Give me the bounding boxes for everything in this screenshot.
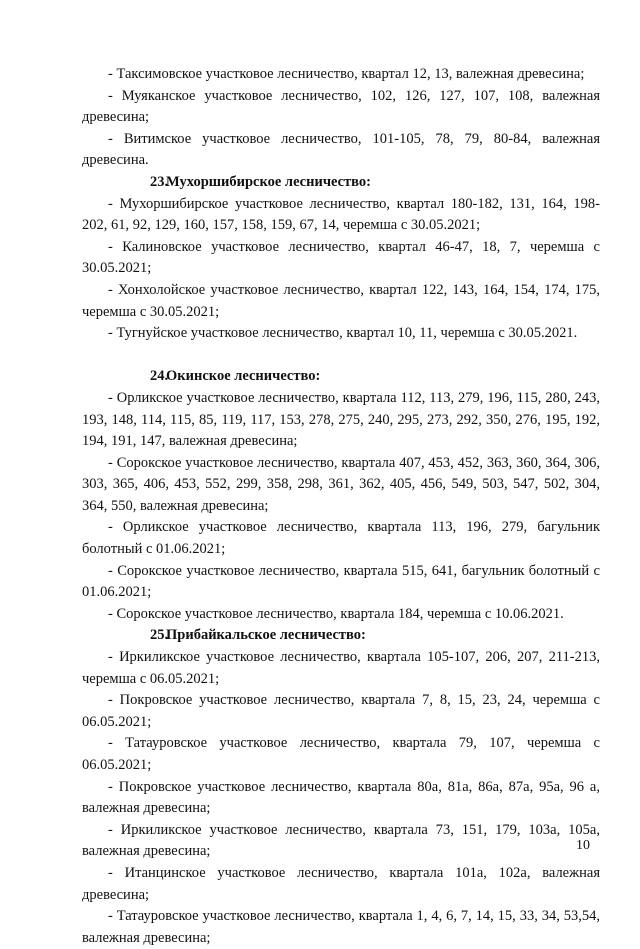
- paragraph: - Калиновское участковое лесничество, квартал 46-47, 18, 7, черемша с 30.05.2021;: [82, 238, 600, 277]
- paragraph: - Хонхолойское участковое лесничество, квартал 122, 143, 164, 154, 174, 175, черемша с 30.05.2021;: [82, 281, 600, 320]
- section-number: 24.: [150, 368, 169, 385]
- paragraph: - Таксимовское участковое лесничество, квартал 12, 13, валежная древесина;: [108, 66, 585, 82]
- paragraph: - Иркиликское участковое лесничество, квартала 105-107, 206, 207, 211-213, черемша с 06.05.2021;: [82, 649, 600, 687]
- paragraph: - Татауровское участковое лесничество, квартала 79, 107, черемша с 06.05.2021;: [82, 735, 600, 773]
- section-title: Прибайкальское лесничество:: [166, 627, 366, 644]
- section-heading: [82, 172, 600, 194]
- paragraph: - Иркиликское участковое лесничество, квартала 73, 151, 179, 103а, 105а, валежная древесина;: [82, 821, 600, 860]
- section-title: Окинское лесничество:: [166, 368, 321, 385]
- section-number: 25.: [150, 627, 169, 644]
- paragraph: - Тугнуйское участковое лесничество, квартал 10, 11, черемша с 30.05.2021.: [108, 325, 578, 342]
- paragraph: - Орликское участковое лесничество, квартала 113, 196, 279, багульник болотный с 01.06.2021;: [82, 519, 600, 558]
- paragraph: - Мухоршибирское участковое лесничество, квартал 180-182, 131, 164, 198-202, 61, 92, 129, 160, 157, 158, 159, 67, 14, черемша с 30.05.2021;: [82, 195, 600, 234]
- paragraph: - Сорокское участковое лесничество, квартала 184, черемша с 10.06.2021.: [108, 605, 564, 622]
- page-number: 10: [576, 838, 590, 853]
- paragraph: - Муяканское участковое лесничество, 102, 126, 127, 107, 108, валежная древесина;: [82, 87, 600, 126]
- paragraph: - Орликское участковое лесничество, квартала 112, 113, 279, 196, 115, 280, 243, 193, 148, 114, 115, 85, 119, 117, 153, 278, 275, 240, 295, 273, 292, 350, 276, 195, 192, 194, 191, 147, валежная древесина;: [82, 389, 600, 450]
- section-number: 23.: [150, 173, 169, 190]
- paragraph: - Татауровское участковое лесничество, квартала 1, 4, 6, 7, 14, 15, 33, 34, 53,54, валежная древесина;: [82, 908, 600, 946]
- document-body: [82, 64, 600, 949]
- section-heading: [82, 366, 600, 388]
- paragraph: - Сорокское участковое лесничество, квартала 515, 641, багульник болотный с 01.06.2021;: [82, 562, 600, 601]
- paragraph: - Сорокское участковое лесничество, квартала 407, 453, 452, 363, 360, 364, 306, 303, 365, 406, 453, 552, 299, 358, 298, 361, 362, 405, 456, 549, 503, 547, 502, 304, 364, 550, валежная древесина;: [82, 454, 600, 514]
- section-heading: [82, 625, 600, 647]
- paragraph: - Покровское участковое лесничество, квартала 7, 8, 15, 23, 24, черемша с 06.05.2021;: [82, 692, 600, 730]
- blank-line: [82, 345, 600, 367]
- paragraph: - Итанцинское участковое лесничество, квартала 101а, 102а, валежная древесина;: [82, 864, 600, 903]
- paragraph: - Витимское участковое лесничество, 101-105, 78, 79, 80-84, валежная древесина.: [82, 130, 600, 169]
- section-title: Мухоршибирское лесничество:: [166, 173, 371, 190]
- paragraph: - Покровское участковое лесничество, квартала 80а, 81а, 86а, 87а, 95а, 96 а, валежная древесина;: [82, 778, 600, 817]
